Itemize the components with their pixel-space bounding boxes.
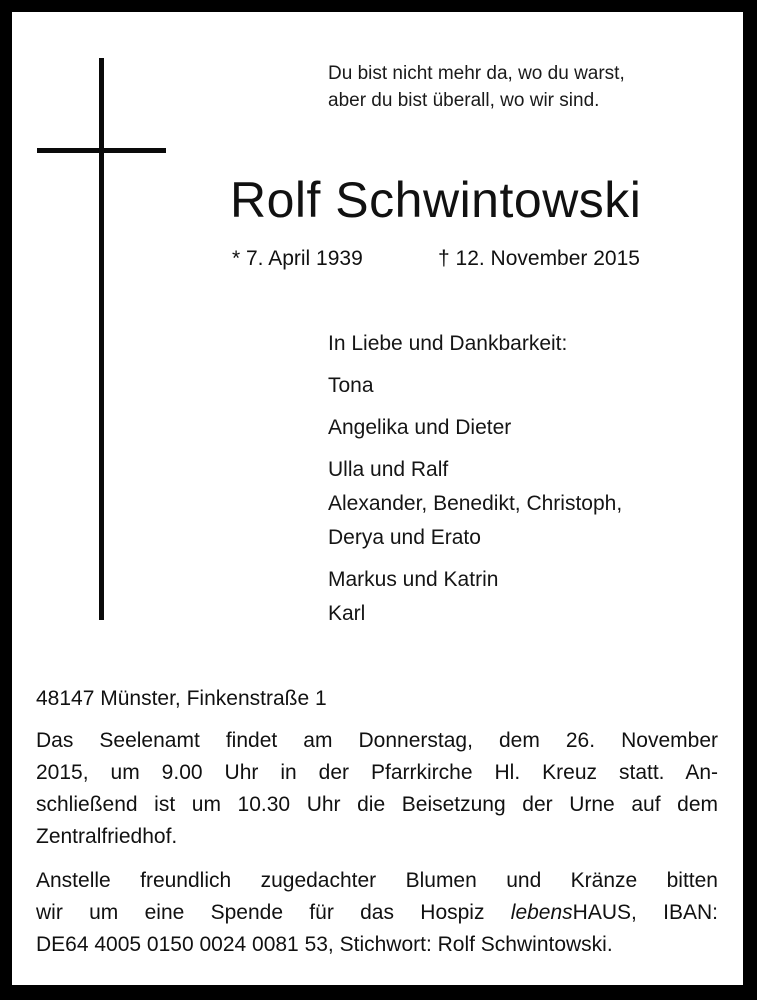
death-date: † 12. November 2015 [438,247,640,270]
service-details [36,725,718,853]
birth-date: * 7. April 1939 [232,247,363,270]
donation-request [36,865,718,961]
service-line: schließend ist um 10.30 Uhr die Beisetzung der Urne auf dem [36,793,718,816]
donation-line: Anstelle freundlich zugedachter Blumen und Kränze bitten [36,869,718,892]
quote-line: aber du bist überall, wo wir sind. [328,90,600,111]
service-line: Das Seelenamt findet am Donnerstag, dem 26. November [36,729,718,752]
service-line: Zentralfriedhof. [36,825,178,848]
mourner-name: Alexander, Benedikt, Christoph, [328,492,623,515]
deceased-name: Rolf Schwintowski [230,172,642,228]
mourner-group [328,411,622,445]
cross-icon-horizontal-bar [37,148,166,153]
donation-line [36,897,718,929]
mourner-name: Angelika und Dieter [328,416,512,439]
mourner-name: Derya und Erato [328,526,481,549]
family-address: 48147 Münster, Finkenstraße 1 [36,687,327,710]
mourners-list [328,329,622,639]
memorial-quote [328,60,625,114]
mourner-name: Markus und Katrin [328,568,499,591]
hospice-name-rest: HAUS, IBAN: [572,901,719,924]
life-dates [232,244,640,274]
donation-text: wir um eine Spende für das Hospiz [36,901,511,924]
mourner-name: Karl [328,602,366,625]
mourner-name: Ulla und Ralf [328,458,449,481]
donation-iban-line: DE64 4005 0150 0024 0081 53, Stichwort: Rolf Schwintowski. [36,933,613,956]
mourner-group [328,453,622,555]
cross-icon-vertical-bar [99,58,104,620]
mourner-group [328,563,622,631]
obituary-notice [12,12,743,985]
mourner-group [328,369,622,403]
service-line: 2015, um 9.00 Uhr in der Pfarrkirche Hl. Kreuz statt. An- [36,761,718,784]
hospice-name-italic: lebens [510,901,573,924]
mourners-intro: In Liebe und Dankbarkeit: [328,332,568,355]
quote-line: Du bist nicht mehr da, wo du warst, [328,63,625,84]
mourner-name: Tona [328,374,374,397]
